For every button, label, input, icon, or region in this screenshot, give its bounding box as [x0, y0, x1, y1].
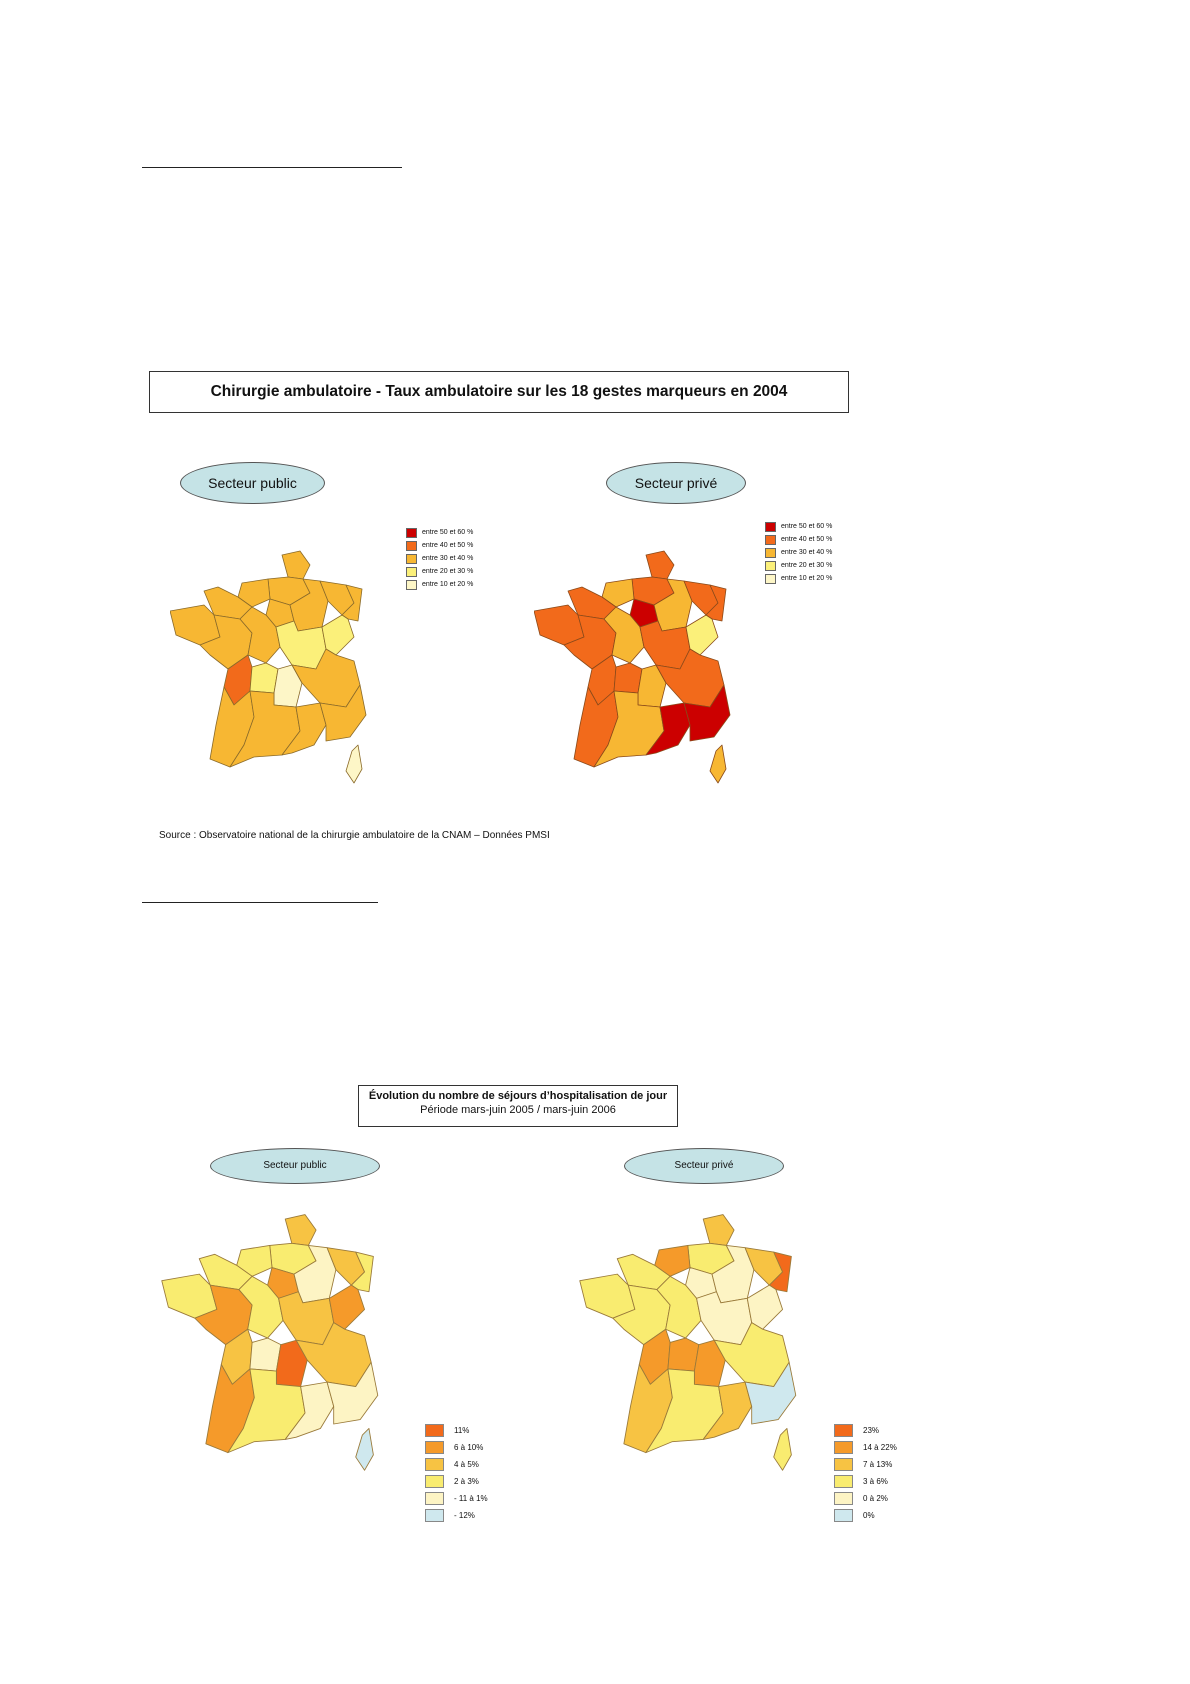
legend-item	[834, 1456, 897, 1473]
region-nord	[282, 551, 310, 579]
legend-label: 0%	[863, 1511, 875, 1520]
region-corse	[774, 1428, 792, 1470]
region-limousin	[614, 663, 642, 693]
figure1-legend-private	[765, 520, 832, 585]
figure1-private-label-text: Secteur privé	[634, 475, 718, 491]
legend-swatch	[425, 1441, 444, 1454]
legend-item	[765, 559, 832, 572]
legend-swatch	[765, 535, 776, 545]
legend-label: entre 50 et 60 %	[781, 523, 833, 530]
legend-label: 11%	[454, 1426, 470, 1435]
legend-swatch	[406, 580, 417, 590]
legend-swatch	[425, 1424, 444, 1437]
figure1-public-label	[180, 462, 325, 504]
figure2-title-box	[358, 1085, 678, 1127]
region-nord	[285, 1215, 316, 1246]
figure1-title: Chirurgie ambulatoire - Taux ambulatoire sur les 18 gestes marqueurs en 2004	[210, 383, 788, 400]
france-map-private-2004	[534, 545, 754, 790]
figure2-private-label-text: Secteur privé	[674, 1160, 734, 1171]
legend-swatch	[834, 1441, 853, 1454]
legend-swatch	[425, 1458, 444, 1471]
legend-swatch	[765, 561, 776, 571]
region-corse	[710, 745, 726, 783]
legend-swatch	[406, 567, 417, 577]
legend-item	[406, 539, 473, 552]
legend-swatch	[765, 548, 776, 558]
region-nord	[703, 1215, 734, 1246]
section-rule-1	[142, 167, 402, 168]
legend-swatch	[406, 528, 417, 538]
figure1-source: Source : Observatoire national de la chirurgie ambulatoire de la CNAM – Données PMSI	[159, 830, 550, 841]
legend-label: entre 50 et 60 %	[422, 529, 474, 536]
france-map-public-2006	[158, 1208, 408, 1478]
legend-item	[765, 546, 832, 559]
legend-label: 7 à 13%	[863, 1460, 893, 1469]
section-rule-2	[142, 902, 378, 903]
legend-label: 0 à 2%	[863, 1494, 888, 1503]
region-franche-comte	[329, 1285, 364, 1329]
region-franche-comte	[747, 1285, 782, 1329]
figure2-private-label	[624, 1148, 784, 1184]
legend-item	[406, 526, 473, 539]
region-limousin	[250, 663, 278, 693]
legend-label: 14 à 22%	[863, 1443, 897, 1452]
figure1-public-label-text: Secteur public	[208, 475, 297, 491]
legend-swatch	[765, 574, 776, 584]
legend-label: 3 à 6%	[863, 1477, 888, 1486]
legend-item	[834, 1439, 897, 1456]
legend-label: 6 à 10%	[454, 1443, 484, 1452]
legend-item	[834, 1507, 897, 1524]
legend-item	[406, 578, 473, 591]
legend-label: entre 20 et 30 %	[781, 562, 833, 569]
legend-item	[425, 1507, 488, 1524]
legend-item	[425, 1473, 488, 1490]
legend-item	[834, 1422, 897, 1439]
figure2-public-label-text: Secteur public	[263, 1160, 327, 1171]
legend-item	[834, 1473, 897, 1490]
legend-swatch	[834, 1509, 853, 1522]
legend-label: entre 10 et 20 %	[781, 575, 833, 582]
legend-item	[425, 1456, 488, 1473]
region-corse	[346, 745, 362, 783]
legend-item	[406, 552, 473, 565]
region-franche-comte	[322, 615, 354, 655]
legend-swatch	[765, 522, 776, 532]
legend-item	[425, 1422, 488, 1439]
legend-swatch	[834, 1492, 853, 1505]
legend-item	[834, 1490, 897, 1507]
legend-swatch	[406, 554, 417, 564]
legend-label: entre 10 et 20 %	[422, 581, 474, 588]
france-map-public-2004	[170, 545, 390, 790]
region-nord	[646, 551, 674, 579]
region-limousin	[250, 1338, 281, 1371]
legend-swatch	[834, 1475, 853, 1488]
legend-label: entre 20 et 30 %	[422, 568, 474, 575]
region-corse	[356, 1428, 374, 1470]
legend-label: entre 30 et 40 %	[781, 549, 833, 556]
figure2-legend-private	[834, 1422, 897, 1524]
region-franche-comte	[686, 615, 718, 655]
legend-swatch	[425, 1492, 444, 1505]
legend-item	[425, 1490, 488, 1507]
legend-label: 23%	[863, 1426, 880, 1435]
legend-label: - 12%	[454, 1511, 475, 1520]
figure2-subtitle: Période mars-juin 2005 / mars-juin 2006	[420, 1104, 616, 1116]
figure1-private-label	[606, 462, 746, 504]
legend-swatch	[834, 1458, 853, 1471]
legend-item	[425, 1439, 488, 1456]
legend-label: entre 40 et 50 %	[781, 536, 833, 543]
figure2-public-label	[210, 1148, 380, 1184]
legend-label: 2 à 3%	[454, 1477, 479, 1486]
legend-swatch	[425, 1475, 444, 1488]
legend-label: entre 40 et 50 %	[422, 542, 474, 549]
legend-swatch	[425, 1509, 444, 1522]
france-map-private-2006	[576, 1208, 826, 1478]
legend-swatch	[834, 1424, 853, 1437]
region-limousin	[668, 1338, 699, 1371]
legend-label: 4 à 5%	[454, 1460, 479, 1469]
legend-swatch	[406, 541, 417, 551]
figure1-title-box	[149, 371, 849, 413]
legend-label: - 11 à 1%	[454, 1494, 488, 1503]
legend-item	[765, 533, 832, 546]
legend-label: entre 30 et 40 %	[422, 555, 474, 562]
figure2-title: Évolution du nombre de séjours d’hospitalisation de jour	[368, 1090, 668, 1102]
legend-item	[765, 520, 832, 533]
figure2-legend-public	[425, 1422, 488, 1524]
legend-item	[406, 565, 473, 578]
figure1-legend-public	[406, 526, 473, 591]
legend-item	[765, 572, 832, 585]
